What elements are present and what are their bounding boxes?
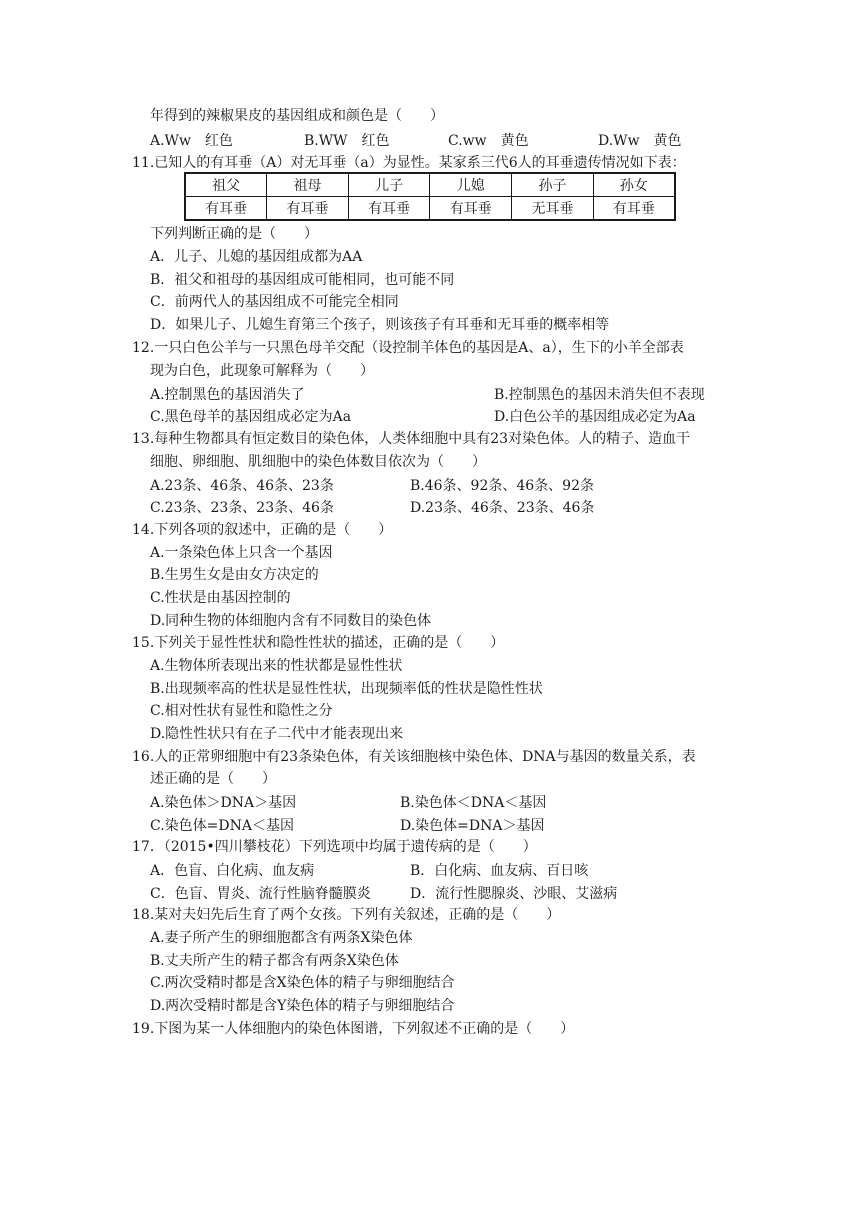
q12-stem-continuation: 现为白色，此现象可解释为（ ）	[150, 363, 374, 379]
q16-option-b[interactable]: B.染色体＜DNA＜基因	[400, 795, 547, 811]
q11-option-c[interactable]: C．前两代人的基因组成不可能完全相同	[150, 294, 399, 310]
q11-prompt: 下列判断正确的是（ ）	[150, 226, 318, 242]
q18-option-c[interactable]: C.两次受精时都是含X染色体的精子与卵细胞结合	[150, 975, 455, 991]
q14-option-d[interactable]: D.同种生物的体细胞内含有不同数目的染色体	[150, 613, 432, 629]
table-header-cell: 祖母	[267, 173, 349, 197]
q18-option-d[interactable]: D.两次受精时都是含Y染色体的精子与卵细胞结合	[150, 998, 455, 1014]
q15-stem: 15.下列关于显性性状和隐性性状的描述，正确的是（ ）	[132, 635, 505, 651]
q15-option-a[interactable]: A.生物体所表现出来的性状都是显性性状	[150, 658, 403, 674]
q16-option-a[interactable]: A.染色体＞DNA＞基因	[150, 795, 297, 811]
q11-option-d[interactable]: D．如果儿子、儿媳生育第三个孩子，则该孩子有耳垂和无耳垂的概率相等	[150, 317, 610, 333]
q17-option-c[interactable]: C．色盲、胃炎、流行性脑脊髓膜炎	[150, 886, 371, 902]
q14-option-b[interactable]: B.生男生女是由女方决定的	[150, 567, 319, 583]
q13-option-b[interactable]: B.46条、92条、46条、92条	[410, 478, 594, 494]
table-header-cell: 祖父	[185, 173, 267, 197]
q16-stem-continuation: 述正确的是（ ）	[150, 771, 276, 787]
q10-option-d[interactable]: D.Ww 黄色	[598, 133, 682, 149]
table-header-cell: 儿媳	[430, 173, 512, 197]
q19-stem: 19.下图为某一人体细胞内的染色体图谱，下列叙述不正确的是（ ）	[132, 1021, 575, 1037]
q12-option-c[interactable]: C.黑色母羊的基因组成必定为Aa	[150, 409, 352, 425]
q10-option-b[interactable]: B.WW 红色	[304, 133, 390, 149]
table-header-cell: 孙女	[593, 173, 675, 197]
earlobe-table	[184, 172, 676, 221]
q13-option-c[interactable]: C.23条、23条、23条、46条	[150, 500, 334, 516]
q12-option-a[interactable]: A.控制黑色的基因消失了	[150, 387, 305, 403]
q12-option-d[interactable]: D.白色公羊的基因组成必定为Aa	[494, 409, 696, 425]
q13-option-a[interactable]: A.23条、46条、46条、23条	[150, 478, 334, 494]
q12-stem: 12.一只白色公羊与一只黑色母羊交配（设控制羊体色的基因是A、a），生下的小羊全部表	[132, 340, 684, 356]
q14-stem: 14.下列各项的叙述中，正确的是（ ）	[132, 522, 393, 538]
table-row	[185, 197, 675, 221]
q13-stem-continuation: 细胞、卵细胞、肌细胞中的染色体数目依次为（ ）	[150, 454, 486, 470]
q17-stem: 17．（2015•四川攀枝花）下列选项中均属于遗传病的是（ ）	[132, 839, 537, 855]
q14-option-a[interactable]: A.一条染色体上只含一个基因	[150, 545, 333, 561]
table-cell: 有耳垂	[593, 197, 675, 221]
table-cell: 有耳垂	[267, 197, 349, 221]
table-cell: 有耳垂	[430, 197, 512, 221]
q18-stem: 18.某对夫妇先后生育了两个女孩。下列有关叙述，正确的是（ ）	[132, 907, 561, 923]
q11-option-b[interactable]: B．祖父和祖母的基因组成可能相同，也可能不同	[150, 272, 455, 288]
q13-stem: 13.每种生物都具有恒定数目的染色体，人类体细胞中具有23对染色体。人的精子、造血干	[132, 431, 691, 447]
q12-option-b[interactable]: B.控制黑色的基因未消失但不表现	[494, 387, 705, 403]
table-header-cell: 孙子	[512, 173, 594, 197]
q10-option-a[interactable]: A.Ww 红色	[150, 133, 233, 149]
q16-stem: 16.人的正常卵细胞中有23条染色体，有关该细胞核中染色体、DNA与基因的数量关系，表	[132, 749, 696, 765]
q15-option-c[interactable]: C.相对性状有显性和隐性之分	[150, 703, 333, 719]
table-header-cell: 儿子	[348, 173, 430, 197]
q16-option-c[interactable]: C.染色体=DNA＜基因	[150, 818, 294, 834]
table-cell: 有耳垂	[185, 197, 267, 221]
q17-option-a[interactable]: A．色盲、白化病、血友病	[150, 863, 315, 879]
q16-option-d[interactable]: D.染色体=DNA＞基因	[400, 818, 545, 834]
table-row	[185, 173, 675, 197]
q14-option-c[interactable]: C.性状是由基因控制的	[150, 590, 291, 606]
q13-option-d[interactable]: D.23条、46条、23条、46条	[410, 500, 595, 516]
q18-option-b[interactable]: B.丈夫所产生的精子都含有两条X染色体	[150, 953, 399, 969]
q11-stem: 11.已知人的有耳垂（A）对无耳垂（a）为显性。某家系三代6人的耳垂遗传情况如下表：	[132, 155, 686, 171]
q18-option-a[interactable]: A.妻子所产生的卵细胞都含有两条X染色体	[150, 930, 413, 946]
q11-option-a[interactable]: A．儿子、儿媳的基因组成都为AA	[150, 249, 363, 265]
q15-option-d[interactable]: D.隐性性状只有在子二代中才能表现出来	[150, 726, 404, 742]
table-cell: 无耳垂	[512, 197, 594, 221]
table-cell: 有耳垂	[348, 197, 430, 221]
q17-option-b[interactable]: B．白化病、血友病、百日咳	[410, 863, 589, 879]
q17-option-d[interactable]: D．流行性腮腺炎、沙眼、艾滋病	[410, 886, 618, 902]
q10-stem-continuation: 年得到的辣椒果皮的基因组成和颜色是（ ）	[150, 108, 444, 124]
q10-option-c[interactable]: C.ww 黄色	[448, 133, 529, 149]
q15-option-b[interactable]: B.出现频率高的性状是显性性状，出现频率低的性状是隐性性状	[150, 681, 543, 697]
